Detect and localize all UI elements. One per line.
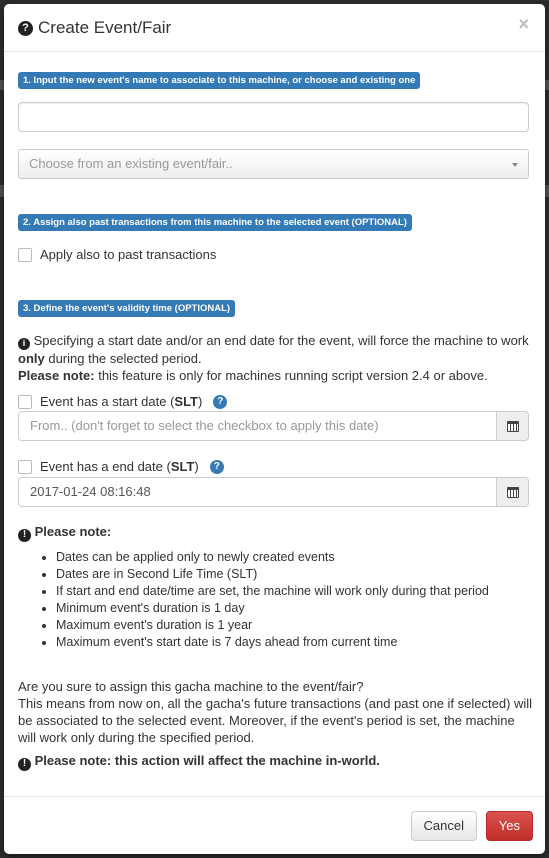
create-event-modal xyxy=(4,4,545,854)
start-date-row xyxy=(18,394,227,409)
start-date-calendar-button[interactable] xyxy=(496,412,528,440)
question-circle-icon: ? xyxy=(18,21,33,36)
info-line2: during the selected period. xyxy=(44,350,202,366)
start-date-input[interactable]: From.. (don't forget to select the checkbox to apply this date) xyxy=(19,412,496,440)
cancel-button[interactable]: Cancel xyxy=(411,811,477,841)
end-date-input[interactable]: 2017-01-24 08:16:48 xyxy=(19,478,496,506)
yes-button[interactable]: Yes xyxy=(486,811,533,841)
end-date-row xyxy=(18,459,224,474)
past-transactions-label: Apply also to past transactions xyxy=(40,247,217,262)
notes-list xyxy=(18,549,489,651)
end-date-label: Event has a end date (SLT) xyxy=(40,459,199,474)
step2-label: 2. Assign also past transactions from this machine to the selected event (OPTIONAL) xyxy=(18,214,412,231)
help-icon[interactable]: ? xyxy=(210,460,224,474)
list-item: • Maximum event's duration is 1 year xyxy=(56,617,489,634)
help-icon[interactable]: ? xyxy=(213,395,227,409)
info-line1: Specifying a start date and/or an end date for the event, will force the machine to work xyxy=(33,333,529,348)
info-only: only xyxy=(18,350,45,366)
modal-header xyxy=(4,4,545,52)
confirm-question: Are you sure to assign this gacha machine to the event/fair? xyxy=(18,679,364,694)
end-date-checkbox[interactable] xyxy=(18,460,32,474)
past-transactions-row xyxy=(18,247,216,262)
chevron-down-icon xyxy=(512,163,518,167)
start-date-label: Event has a start date (SLT) xyxy=(40,394,203,409)
step1-label: 1. Input the new event's name to associate to this machine, or choose and existing one xyxy=(18,72,420,89)
step3-label: 3. Define the event's validity time (OPTIONAL) xyxy=(18,300,235,317)
past-transactions-checkbox[interactable] xyxy=(18,248,32,262)
existing-event-select[interactable] xyxy=(18,149,529,179)
exclamation-circle-icon: ! xyxy=(18,758,31,771)
calendar-icon xyxy=(507,487,519,498)
info-note-text: this feature is only for machines running script version 2.4 or above. xyxy=(94,367,488,383)
notes-heading-row xyxy=(18,523,533,542)
modal-title xyxy=(18,18,171,38)
calendar-icon xyxy=(507,421,519,432)
list-item: • Dates can be applied only to newly created events xyxy=(56,549,489,566)
info-note-bold: Please note: xyxy=(18,367,95,383)
exclamation-circle-icon: ! xyxy=(18,529,31,542)
existing-event-select-placeholder: Choose from an existing event/fair.. xyxy=(29,156,233,171)
validity-info xyxy=(18,332,533,384)
list-item: • Dates are in Second Life Time (SLT) xyxy=(56,566,489,583)
event-name-input[interactable] xyxy=(18,102,529,132)
modal-title-text: Create Event/Fair xyxy=(38,18,172,37)
confirm-warning: Please note: this action will affect the machine in-world. xyxy=(34,753,380,768)
info-circle-icon: i xyxy=(18,338,30,350)
start-date-group xyxy=(18,411,529,441)
modal-footer xyxy=(4,796,545,854)
list-item: • If start and end date/time are set, the machine will work only during that period xyxy=(56,583,489,600)
list-item: • Maximum event's start date is 7 days ahead from current time xyxy=(56,634,489,651)
confirm-warning-row xyxy=(18,752,533,771)
notes-heading: Please note: xyxy=(34,524,112,539)
end-date-group xyxy=(18,477,529,507)
end-date-calendar-button[interactable] xyxy=(496,478,528,506)
start-date-checkbox[interactable] xyxy=(18,395,32,409)
confirm-explanation: This means from now on, all the gacha's future transactions (and past one if selected) will be associated to the selected event. Moreover, if the event's period is set, the machine will work only during the specified period. xyxy=(18,696,533,745)
close-button[interactable]: × xyxy=(518,14,529,34)
list-item: • Minimum event's duration is 1 day xyxy=(56,600,489,617)
